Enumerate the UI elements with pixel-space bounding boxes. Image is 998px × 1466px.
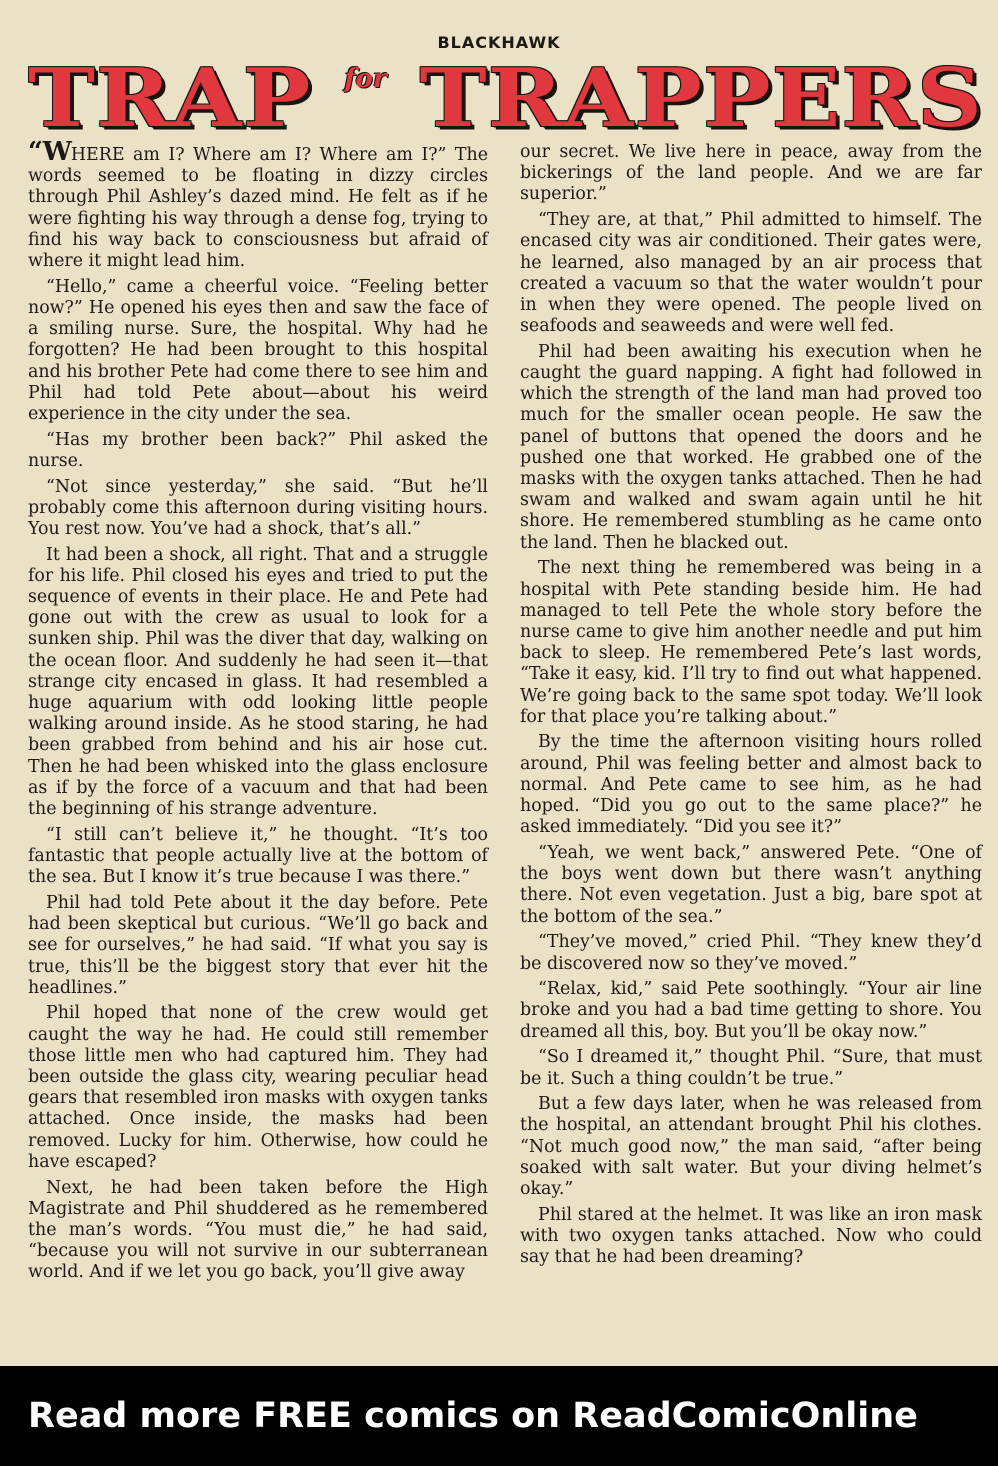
paragraph-text: HERE am I? Where am I? Where am I?” The words seemed to be floating in dizzy circles through Phil Ashley’s dazed mind. He felt as if he were fighting his way through a dense fog, trying to find his way back to consciousness but afraid of where it might lead him. — [28, 145, 488, 272]
paragraph: “Has my brother been back?” Phil asked the nurse. — [28, 429, 488, 471]
paragraph: “Relax, kid,” said Pete soothingly. “Your air line broke and you had a bad time getting to shore. You dreamed all this, boy. But you’ll be okay now.” — [520, 979, 982, 1042]
text-column-left — [28, 137, 488, 1288]
promo-banner[interactable] — [0, 1366, 998, 1466]
paragraph: Phil had told Pete about it the day before. Pete had been skeptical but curious. “We’ll go back and see for ourselves,” he had said. “If what you say is true, this’ll be the biggest story that ever hit the headlines.” — [28, 892, 488, 998]
paragraph: “They’ve moved,” cried Phil. “They knew they’d be discovered now so they’ve moved.” — [520, 932, 982, 974]
paragraph: Phil stared at the helmet. It was like an iron mask with two oxygen tanks attached. Now who could say that he had been dreaming? — [520, 1204, 982, 1268]
series-label: BLACKHAWK — [437, 33, 561, 52]
paragraph: The next thing he remembered was being in a hospital with Pete standing beside him. He had managed to tell Pete the whole story before the nurse came to give him another needle and put him back to sleep. He remembered Pete’s last words, “Take it easy, kid. I’ll try to find out what happened. We’re going back to the same spot today. We’ll look for that place you’re talking about.” — [520, 558, 982, 727]
paragraph: “I still can’t believe it,” he thought. “It’s too fantastic that people actually live at the bottom of the sea. But I know it’s true because I was there.” — [28, 824, 488, 888]
paragraph — [28, 137, 488, 272]
paragraph: Phil hoped that none of the crew would get caught the way he had. He could still remember those little men who had captured him. They had been outside the glass city, wearing peculiar head gears that resembled iron masks with oxygen tanks attached. Once inside, the masks had been removed. Lucky for him. Otherwise, how could he have escaped? — [28, 1003, 488, 1172]
story-title — [28, 50, 983, 146]
paragraph: Phil had been awaiting his execution when he caught the guard napping. A fight had followed in which the strength of the land man had proved too much for the smaller ocean people. He saw the panel of buttons that opened the doors and he pushed one that worked. He grabbed one of the masks with the oxygen tanks attached. Then he had swam and walked and swam again until he hit shore. He remembered stumbling as he came onto the land. Then he blacked out. — [520, 341, 982, 553]
paragraph: “So I dreamed it,” thought Phil. “Sure, that must be it. Such a thing couldn’t be true.” — [520, 1047, 982, 1089]
paragraph: “Yeah, we went back,” answered Pete. “One of the boys went down but there wasn’t anything there. Not even vegetation. Just a big, bare spot at the bottom of the sea.” — [520, 843, 982, 927]
paragraph: “Hello,” came a cheerful voice. “Feeling better now?” He opened his eyes then and saw the face of a smiling nurse. Sure, the hospital. Why had he forgotten? He had been brought to this hospital and his brother Pete had come there to see him and Phil had told Pete about—about his weird experience in the city under the sea. — [28, 276, 488, 424]
paragraph: “They are, at that,” Phil admitted to himself. The encased city was air conditioned. Their gates were, he learned, also managed by an air process that created a vacuum so that the water wouldn’t pour in when they were opened. The people lived on seafoods and seaweeds and were well fed. — [520, 210, 982, 337]
paragraph: our secret. We live here in peace, away from the bickerings of the land people. And we are far superior.” — [520, 142, 982, 205]
paragraph: “Not since yesterday,” she said. “But he’ll probably come this afternoon during visiting hours. You rest now. You’ve had a shock, that’s all.” — [28, 476, 488, 539]
title-part-2: TRAPPERS — [419, 50, 983, 146]
paragraph: Next, he had been taken before the High Magistrate and Phil shuddered as he remembered the man’s words. “You must die,” he had said, “because you will not survive in our subterranean world. And if we let you go back, you’ll give away — [28, 1177, 488, 1283]
promo-banner-text: Read more FREE comics on ReadComicOnline — [28, 1396, 918, 1436]
title-connector: for — [344, 64, 387, 94]
paragraph: But a few days later, when he was released from the hospital, an attendant brought Phil his clothes. “Not much good now,” the man said, “after being soaked with salt water. But your diving helmet’s okay.” — [520, 1094, 982, 1200]
title-part-1: TRAP — [28, 50, 312, 146]
drop-cap: “W — [28, 137, 71, 167]
paragraph: By the time the afternoon visiting hours rolled around, Phil was feeling better and almost back to normal. And Pete came to see him, as he had hoped. “Did you go out to the same place?” he asked immediately. “Did you see it?” — [520, 732, 982, 838]
text-column-right — [520, 142, 982, 1273]
paragraph: It had been a shock, all right. That and a struggle for his life. Phil closed his eyes and tried to put the sequence of events in their place. He and Pete had gone out with the crew as usual to look for a sunken ship. Phil was the diver that day, walking on the ocean floor. And suddenly he had seen it—that strange city encased in glass. It had resembled a huge aquarium with odd looking little people walking around inside. As he stood staring, he had been grabbed from behind and his air hose cut. Then he had been whisked into the glass enclosure as if by the force of a vacuum and that had been the beginning of his strange adventure. — [28, 544, 488, 820]
